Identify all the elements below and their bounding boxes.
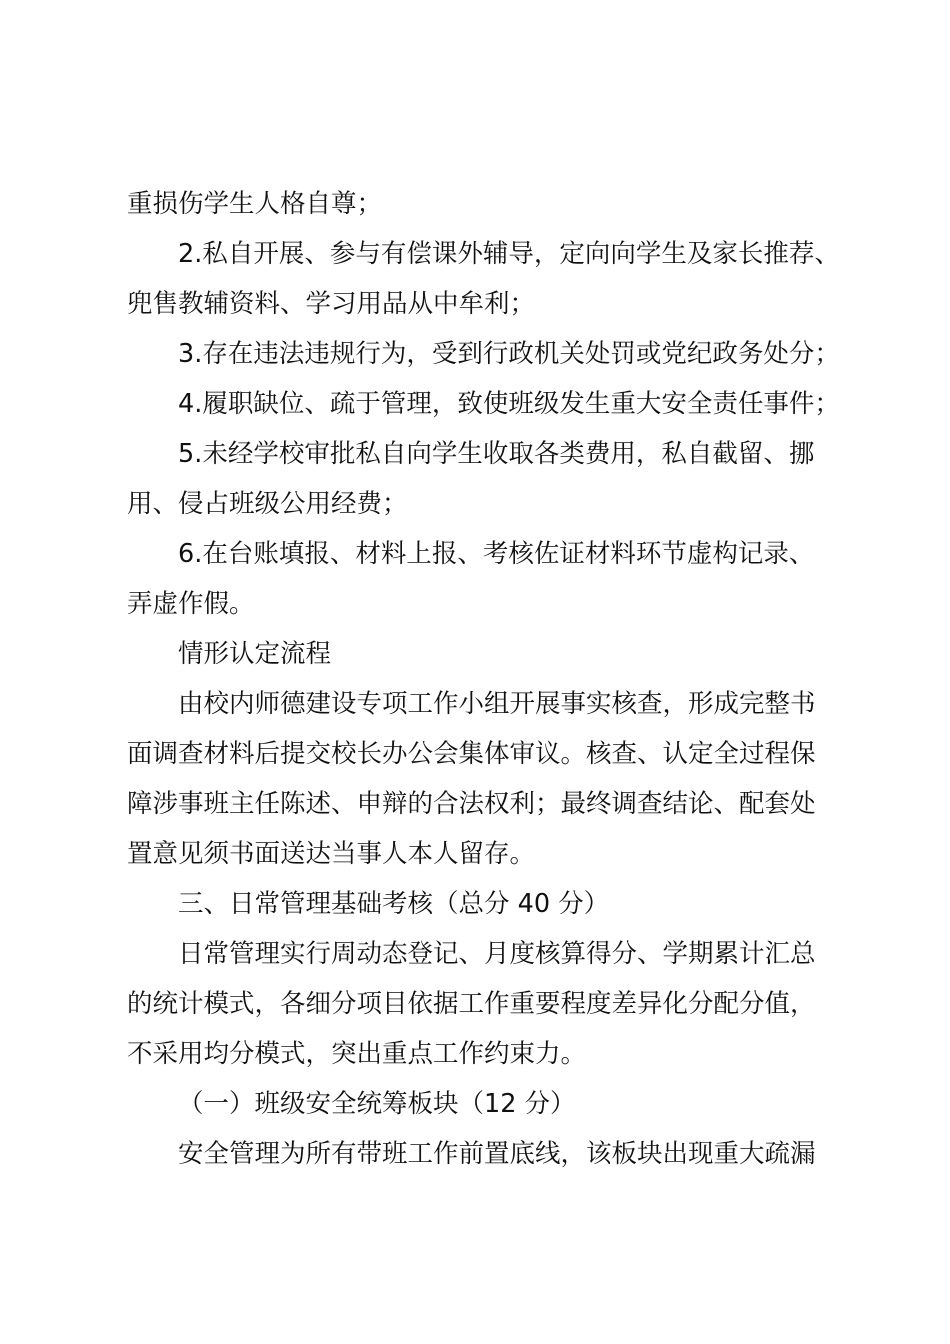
paragraph-line: 障涉事班主任陈述、申辩的合法权利；最终调查结论、配套处 (127, 789, 816, 819)
paragraph-line: 由校内师德建设专项工作小组开展事实核查，形成完整书 (178, 689, 816, 719)
section-subheading: 情形认定流程 (178, 639, 332, 669)
paragraph-line: 用、侵占班级公用经费； (127, 489, 408, 519)
paragraph-line: 2.私自开展、参与有偿课外辅导，定向向学生及家长推荐、 (178, 239, 840, 269)
paragraph-line: 日常管理实行周动态登记、月度核算得分、学期累计汇总 (178, 939, 816, 969)
section-heading: 三、日常管理基础考核（总分 40 分） (178, 889, 610, 919)
paragraph-line: 置意见须书面送达当事人本人留存。 (127, 839, 536, 869)
paragraph-line: 兜售教辅资料、学习用品从中牟利； (127, 289, 536, 319)
paragraph-line: 4.履职缺位、疏于管理，致使班级发生重大安全责任事件； (178, 389, 840, 419)
paragraph-line: 5.未经学校审批私自向学生收取各类费用，私自截留、挪 (178, 439, 815, 469)
subsection-heading: （一）班级安全统筹板块（12 分） (178, 1089, 576, 1119)
paragraph-line: 弄虚作假。 (127, 589, 255, 619)
paragraph-line: 的统计模式，各细分项目依据工作重要程度差异化分配分值， (127, 989, 816, 1019)
paragraph-line: 重损伤学生人格自尊； (127, 189, 383, 219)
paragraph-line: 6.在台账填报、材料上报、考核佐证材料环节虚构记录、 (178, 539, 815, 569)
paragraph-line: 3.存在违法违规行为，受到行政机关处罚或党纪政务处分； (178, 339, 840, 369)
paragraph-line: 安全管理为所有带班工作前置底线，该板块出现重大疏漏 (178, 1139, 816, 1169)
paragraph-line: 不采用均分模式，突出重点工作约束力。 (127, 1039, 587, 1069)
paragraph-line: 面调查材料后提交校长办公会集体审议。核查、认定全过程保 (127, 739, 816, 769)
